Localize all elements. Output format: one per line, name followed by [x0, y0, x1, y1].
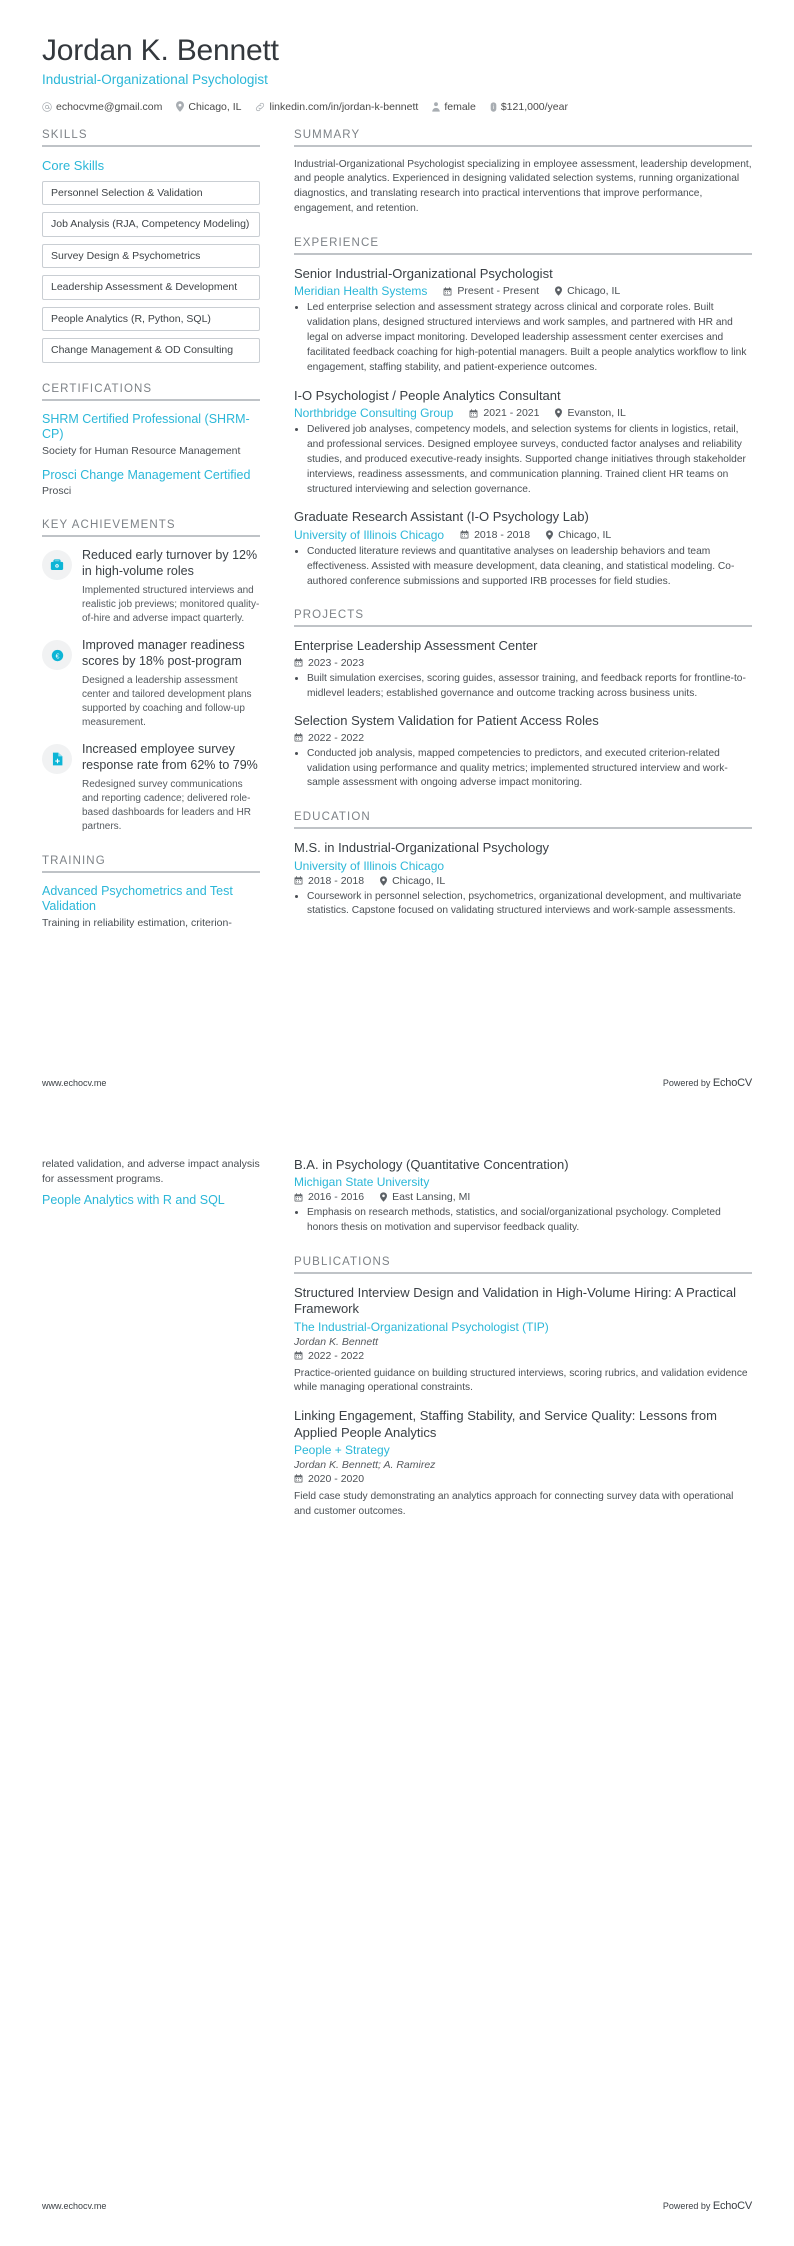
- link-icon: [255, 102, 265, 112]
- contact-salary-text: $121,000/year: [500, 100, 568, 113]
- education-bullets: [294, 1206, 752, 1236]
- bullet: • Conducted job analysis, mapped competencies to predictors, and executed criterion-related validation using performance and quality metrics; implemented structured interview and work-sample assessment with ongoing adverse impact monitoring.: [307, 747, 752, 792]
- section-title-training: TRAINING: [42, 854, 106, 867]
- section-projects: [294, 609, 752, 791]
- skill-chip: Leadership Assessment & Development: [42, 275, 260, 300]
- experience-job-title: Graduate Research Assistant (I-O Psychology Lab): [294, 509, 589, 525]
- right-column-page2: [294, 1157, 752, 1540]
- calendar-icon: [294, 1351, 303, 1360]
- location-pin-icon: [546, 530, 553, 540]
- project-title: Selection System Validation for Patient Access Roles: [294, 713, 599, 729]
- section-key-achievements: [42, 519, 260, 835]
- left-column-page2: [42, 1157, 260, 1229]
- project-meta: [294, 657, 752, 669]
- project-entry: [294, 638, 752, 701]
- training-description: Training in reliability estimation, criterion-: [42, 917, 232, 930]
- experience-entry: [294, 388, 752, 498]
- publication-title: Structured Interview Design and Validation in High-Volume Hiring: A Practical Framework: [294, 1285, 736, 1317]
- project-dates-text: 2023 - 2023: [308, 656, 365, 669]
- bullet: • Emphasis on research methods, statistics, and social/organizational psychology. Completed honors thesis on motivation and supervisor feedback quality.: [307, 1206, 752, 1236]
- section-education-continued: [294, 1157, 752, 1236]
- achievement-title: Increased employee survey response rate from 62% to 79%: [82, 742, 258, 773]
- experience-entry: [294, 266, 752, 376]
- summary-text: Industrial-Organizational Psychologist specializing in employee assessment, leadership development, and people analytics. Experienced in designing validated selection systems, running organizational diagnostics, and translating research into practical interventions that improve performance, engagement, and retention.: [294, 158, 752, 215]
- page-footer: [42, 2200, 752, 2212]
- contact-linkedin-text: linkedin.com/in/jordan-k-bennett: [269, 100, 419, 113]
- publication-description: Practice-oriented guidance on building structured interviews, scoring rubrics, and validation evidence while managing operational constraints.: [294, 1367, 748, 1394]
- resume-page-2: [0, 1123, 794, 2246]
- contact-location-text: Chicago, IL: [188, 100, 242, 113]
- section-education: [294, 811, 752, 919]
- calendar-icon: [294, 1193, 303, 1202]
- footer-powered-prefix: Powered by: [662, 2201, 713, 2211]
- training-description-continued: related validation, and adverse impact analysis for assessment programs.: [42, 1158, 260, 1186]
- education-location: [380, 875, 445, 887]
- experience-meta: [294, 284, 752, 298]
- publication-entry: [294, 1285, 752, 1396]
- achievement-description: Implemented structured interviews and realistic job previews; monitored quality-of-hire and adverse impact quarterly.: [82, 584, 260, 624]
- achievement-title: Reduced early turnover by 12% in high-volume roles: [82, 548, 258, 578]
- contact-location: [176, 101, 241, 113]
- publication-meta: [294, 1473, 752, 1485]
- project-bullets: [294, 747, 752, 792]
- contact-gender: [432, 101, 476, 113]
- experience-meta: [294, 406, 752, 420]
- publication-dates-text: 2022 - 2022: [308, 1349, 365, 1362]
- section-experience: [294, 237, 752, 589]
- education-dates-text: 2018 - 2018: [308, 874, 365, 887]
- resume-columns-page2: [42, 1157, 752, 1540]
- divider: [42, 871, 260, 873]
- publication-authors: Jordan K. Bennett: [294, 1335, 379, 1348]
- person-icon: [432, 102, 440, 112]
- svg-text:i: i: [492, 103, 495, 111]
- skill-chip: People Analytics (R, Python, SQL): [42, 307, 260, 332]
- publication-dates-text: 2020 - 2020: [308, 1472, 365, 1485]
- calendar-icon: [294, 876, 303, 885]
- project-dates: [294, 657, 364, 669]
- contact-salary: [490, 101, 568, 113]
- right-column: [294, 129, 752, 940]
- bullet: • Built simulation exercises, scoring guides, assessor training, and feedback reports for frontline-to-midlevel leaders; established governance and outcome tracking across business units.: [307, 672, 752, 702]
- education-school: University of Illinois Chicago: [294, 858, 445, 873]
- bullet: • Coursework in personnel selection, psychometrics, organizational development, and multivariate statistics. Capstone focused on validating structured interviews and work-sample assessments.: [307, 890, 752, 920]
- experience-job-title: Senior Industrial-Organizational Psychologist: [294, 266, 553, 282]
- project-entry: [294, 713, 752, 791]
- project-title: Enterprise Leadership Assessment Center: [294, 638, 538, 654]
- section-title-experience: EXPERIENCE: [294, 237, 380, 250]
- bullet: • Conducted literature reviews and quantitative analyses on leadership behaviors and team effectiveness. Assisted with measure development, data cleaning, and statistical modeling. Co-authored conference submissions and supported IRB processes for field studies.: [307, 545, 752, 590]
- footer-site[interactable]: www.echocv.me: [42, 2201, 107, 2211]
- certification-issuer: Prosci: [42, 485, 72, 498]
- education-school: Michigan State University: [294, 1175, 430, 1190]
- left-column: [42, 129, 260, 952]
- section-title-projects: PROJECTS: [294, 609, 365, 622]
- project-dates: [294, 732, 364, 744]
- calendar-icon: [294, 1474, 303, 1483]
- location-pin-icon: [176, 101, 184, 112]
- experience-dates: [469, 407, 539, 419]
- divider: [294, 1272, 752, 1274]
- bullet: • Delivered job analyses, competency models, and selection systems for clients in logistics, retail, and professional services. Designed employee surveys, conducted factor analyses and reliability studies, and produced executive-ready insights. Supported change initiatives through stakeholder interviews, readiness assessments, and communication planning. Trained client HR teams on structured interviewing and selection governance.: [307, 423, 752, 497]
- experience-dates-text: Present - Present: [457, 285, 540, 298]
- footer-brand: EchoCV: [712, 2200, 752, 2212]
- achievement-title: Improved manager readiness scores by 18% post-program: [82, 638, 245, 668]
- achievement-badge: [42, 744, 72, 774]
- education-location-text: Chicago, IL: [392, 874, 446, 887]
- publication-venue: People + Strategy: [294, 1442, 390, 1457]
- skill-chip: Job Analysis (RJA, Competency Modeling): [42, 212, 260, 237]
- skill-chip: Change Management & OD Consulting: [42, 338, 260, 363]
- contact-email[interactable]: [42, 101, 162, 113]
- section-title-certifications: CERTIFICATIONS: [42, 383, 153, 396]
- location-pin-icon: [380, 876, 387, 886]
- divider: [42, 399, 260, 401]
- calendar-icon: [294, 733, 303, 742]
- education-dates: [294, 875, 364, 887]
- salary-icon: [490, 102, 497, 112]
- education-degree: B.A. in Psychology (Quantitative Concentration): [294, 1157, 569, 1172]
- certification-item: [42, 412, 260, 458]
- euro-coin-icon: [51, 649, 64, 662]
- achievement-item: [42, 548, 260, 626]
- training-item: [42, 884, 260, 932]
- section-summary: [294, 129, 752, 218]
- section-title-education: EDUCATION: [294, 811, 371, 824]
- publication-dates: [294, 1473, 364, 1485]
- briefcase-icon: [50, 558, 64, 572]
- project-bullets: [294, 672, 752, 702]
- publication-dates: [294, 1350, 364, 1362]
- footer-powered-by: [663, 1077, 752, 1089]
- project-meta: [294, 732, 752, 744]
- experience-location-text: Chicago, IL: [567, 285, 621, 298]
- experience-dates-text: 2018 - 2018: [474, 528, 531, 541]
- education-dates-text: 2016 - 2016: [308, 1191, 365, 1204]
- education-bullets: [294, 890, 752, 920]
- calendar-icon: [294, 658, 303, 667]
- experience-location: [555, 285, 620, 297]
- contact-email-text: echocvme@gmail.com: [56, 100, 163, 113]
- experience-dates: [443, 285, 539, 297]
- education-meta: [294, 1191, 752, 1203]
- experience-bullets: [294, 423, 752, 497]
- divider: [294, 253, 752, 255]
- skill-chip: Survey Design & Psychometrics: [42, 244, 260, 269]
- experience-location: [555, 407, 625, 419]
- education-location-text: East Lansing, MI: [392, 1191, 471, 1204]
- divider: [294, 827, 752, 829]
- skill-chip: Personnel Selection & Validation: [42, 181, 260, 206]
- bullet: • Led enterprise selection and assessment strategy across clinical and corporate roles. Built validation plans, designed structured interviews and work samples, and partnered with HR and legal on adverse impact monitoring. Developed leadership assessment center exercises and facilitated feedback coaching for high-potential managers. Built a people analytics workflow to link engagement, staffing stability, and patient-experience outcomes.: [307, 301, 752, 375]
- professional-headline: Industrial-Organizational Psychologist: [42, 71, 268, 87]
- achievement-badge: [42, 640, 72, 670]
- experience-job-title: I-O Psychologist / People Analytics Consultant: [294, 387, 561, 403]
- calendar-icon: [460, 530, 469, 539]
- achievement-badge: [42, 550, 72, 580]
- location-pin-icon: [555, 286, 562, 296]
- certification-item: [42, 468, 260, 499]
- experience-location-text: Evanston, IL: [567, 407, 626, 420]
- footer-brand: EchoCV: [712, 1077, 752, 1089]
- divider: [42, 535, 260, 537]
- footer-powered-by: [663, 2200, 752, 2212]
- location-pin-icon: [555, 408, 562, 418]
- education-entry: [294, 840, 752, 919]
- section-title-skills: SKILLS: [42, 128, 88, 141]
- certification-title: Prosci Change Management Certified: [42, 468, 251, 483]
- education-meta: [294, 875, 752, 887]
- section-title-key-achievements: KEY ACHIEVEMENTS: [42, 519, 176, 532]
- education-entry: [294, 1157, 752, 1236]
- section-skills: [42, 129, 260, 364]
- education-dates: [294, 1191, 364, 1203]
- divider: [294, 145, 752, 147]
- publication-venue: The Industrial-Organizational Psychologist (TIP): [294, 1319, 549, 1334]
- contact-linkedin[interactable]: [255, 101, 418, 113]
- experience-bullets: [294, 301, 752, 375]
- divider: [42, 145, 260, 147]
- publication-meta: [294, 1350, 752, 1362]
- footer-powered-prefix: Powered by: [662, 1078, 713, 1088]
- training-title: Advanced Psychometrics and Test Validation: [42, 883, 233, 913]
- experience-company: University of Illinois Chicago: [294, 527, 445, 542]
- resume-columns: [42, 129, 752, 952]
- experience-company: Meridian Health Systems: [294, 284, 428, 299]
- publication-authors: Jordan K. Bennett; A. Ramirez: [294, 1458, 436, 1471]
- contact-gender-text: female: [444, 100, 476, 113]
- section-publications: [294, 1256, 752, 1520]
- experience-meta: [294, 528, 752, 542]
- svg-text:€: €: [55, 652, 59, 660]
- page-footer: [42, 1077, 752, 1089]
- section-training: [42, 855, 260, 932]
- location-pin-icon: [380, 1192, 387, 1202]
- section-title-publications: PUBLICATIONS: [294, 1256, 391, 1269]
- calendar-icon: [443, 287, 452, 296]
- publication-entry: [294, 1408, 752, 1519]
- education-degree: M.S. in Industrial-Organizational Psychology: [294, 840, 550, 856]
- section-training-continued: [42, 1157, 260, 1209]
- calendar-icon: [469, 409, 478, 418]
- section-certifications: [42, 383, 260, 499]
- project-dates-text: 2022 - 2022: [308, 731, 365, 744]
- achievement-description: Redesigned survey communications and reporting cadence; delivered role-based dashboards for leaders and HR partners.: [82, 778, 251, 833]
- experience-dates: [460, 529, 530, 541]
- publication-description: Field case study demonstrating an analytics approach for connecting survey data with operational and customer outcomes.: [294, 1490, 734, 1517]
- document-plus-icon: [51, 752, 64, 766]
- achievement-item: [42, 638, 260, 730]
- email-icon: [42, 102, 52, 112]
- certification-title: SHRM Certified Professional (SHRM-CP): [42, 412, 250, 442]
- experience-entry: [294, 509, 752, 589]
- experience-location-text: Chicago, IL: [558, 528, 612, 541]
- experience-location: [546, 529, 611, 541]
- experience-bullets: [294, 545, 752, 590]
- achievement-description: Designed a leadership assessment center and tailored development plans supported by coaching and follow-up measurement.: [82, 674, 252, 729]
- achievement-item: [42, 742, 260, 834]
- education-location: [380, 1191, 470, 1203]
- resume-header: [42, 34, 752, 113]
- training-title: People Analytics with R and SQL: [42, 1193, 225, 1208]
- section-title-summary: SUMMARY: [294, 128, 361, 141]
- skill-group-title: Core Skills: [42, 157, 105, 173]
- experience-dates-text: 2021 - 2021: [483, 407, 540, 420]
- page-title: Jordan K. Bennett: [42, 34, 279, 67]
- certification-issuer: Society for Human Resource Management: [42, 444, 241, 457]
- contact-row: [42, 101, 752, 113]
- experience-company: Northbridge Consulting Group: [294, 406, 454, 421]
- publication-title: Linking Engagement, Staffing Stability, and Service Quality: Lessons from Applied People Analytics: [294, 1408, 717, 1440]
- divider: [294, 625, 752, 627]
- footer-site[interactable]: www.echocv.me: [42, 1078, 107, 1088]
